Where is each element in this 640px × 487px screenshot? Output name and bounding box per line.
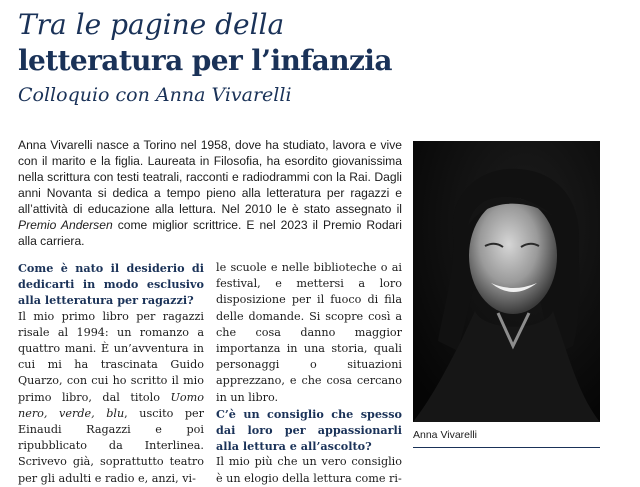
title-line-2: letteratura per l’infanzia (18, 44, 392, 77)
answer-1-continued: le scuole e nelle biblioteche o ai festival, e mettersi a loro disposizione per il fuoco di fila delle domande. Si scopre così a che cosa danno maggior importanza in una storia, quali personaggi o situazioni apprezzano, e che cosa cercano in un libro. (216, 261, 402, 404)
column-middle (216, 260, 402, 485)
answer-2: Il mio più che un vero consiglio è un elogio della lettura come ri- (216, 455, 402, 485)
face-shape (469, 198, 557, 314)
question-2: C’è un consiglio che spesso dai loro per appassionarli alla lettura e all’ascolto? (216, 406, 402, 454)
title-line-1: Tra le pagine della (18, 8, 285, 41)
answer-1 (18, 309, 204, 487)
photo-caption: Anna Vivarelli (413, 429, 478, 441)
caption-rule (413, 447, 600, 448)
answer-1-text-2: , uscito per Einaudi Ragazzi e poi ripubblicato da Interlinea. Scrivevo già, soprattutto teatro per gli adulti e radio e, anzi, vi- (18, 406, 204, 485)
author-photo (413, 141, 600, 422)
answer-1-text-1: Il mio primo libro per ragazzi risale al 1994: un romanzo a quattro mani. È un’avventura in cui mi ha trascinata Guido Quarzo, con cui ho scritto il mio primo libro, dal titolo (18, 309, 204, 404)
intro-text-1: Anna Vivarelli nasce a Torino nel 1958, dove ha studiato, lavora e vive con il marito e la figlia. Laureata in Filosofia, ha esordito giovanissima nella scrittura con testi teatrali, racconti e radiodrammi con la Rai. Dagli anni Novanta si dedica a tempo pieno alla letteratura per ragazzi e all’attività di educazione alla lettura. Nel 2010 le è stato assegnato il (18, 138, 402, 216)
column-left (18, 260, 204, 485)
question-1: Come è nato il desiderio di dedicarti in modo esclusivo alla letteratura per ragazzi? (18, 261, 204, 308)
portrait-illustration (413, 141, 600, 422)
intro-paragraph (18, 137, 402, 249)
intro-text-2: come miglior scrittrice. E nel 2023 il Premio Rodari alla carriera. (18, 218, 402, 248)
subtitle: Colloquio con Anna Vivarelli (18, 84, 292, 106)
intro-award: Premio Andersen (18, 218, 113, 232)
answer-1-book-title: Uomo nero, verde, blu (18, 390, 204, 420)
